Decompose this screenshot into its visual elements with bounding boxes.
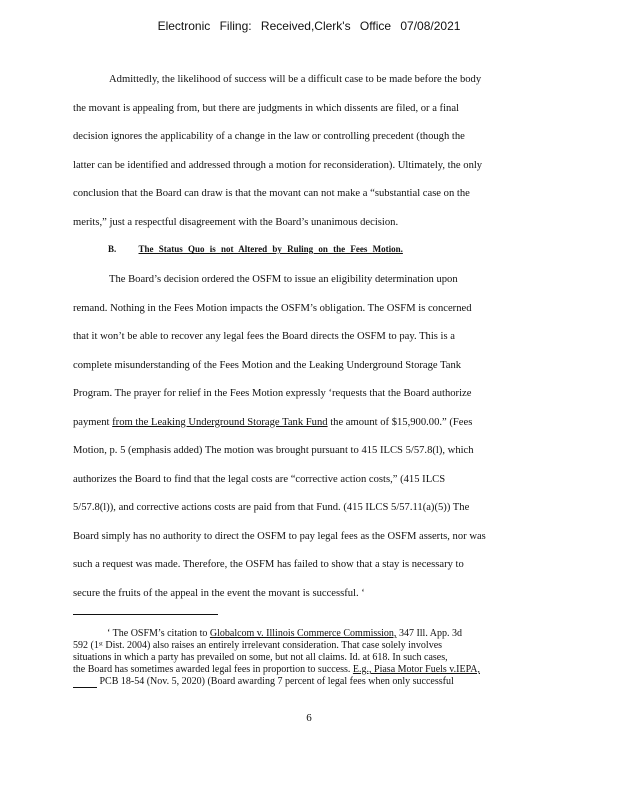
paragraph-admittedly <box>73 66 545 237</box>
text-line: Program. The prayer for relief in the Fees Motion expressly ‘requests that the Board authorize <box>73 388 472 399</box>
footnote-separator <box>73 614 218 615</box>
footnote-line: 592 (1ˢᵗ Dist. 2004) also raises an entirely irrelevant consideration. That case solely involves <box>73 640 443 651</box>
text-line: the movant is appealing from, but there are judgments in which dissents are filed, or a final <box>73 102 459 114</box>
text-fragment: PCB 18-54 (Nov. 5, 2020) (Board awarding 7 percent of legal fees when only successful <box>99 676 454 687</box>
text-line: Board simply has no authority to direct the OSFM to pay legal fees as the OSFM asserts, nor was <box>73 530 486 542</box>
text-line: secure the fruits of the appeal in the event the movant is successful. ‘ <box>73 587 365 599</box>
text-fragment: the Board has sometimes awarded legal fees in proportion to success. <box>73 664 353 675</box>
page-number: 6 <box>306 712 312 724</box>
footnote-line <box>73 664 545 676</box>
footnote-line <box>73 676 545 688</box>
text-line: complete misunderstanding of the Fees Motion and the Leaking Underground Storage Tank <box>73 359 462 371</box>
text-fragment: payment <box>73 416 113 428</box>
text-line: merits,” just a respectful disagreement with the Board’s unanimous decision. <box>73 216 399 228</box>
text-line: latter can be identified and addressed through a motion for reconsideration). Ultimately, the only <box>73 159 483 171</box>
text-fragment: the amount of $15,900.00.” (Fees <box>327 416 473 428</box>
text-fragment: ‘ The OSFM’s citation to <box>107 628 210 639</box>
text-line: decision ignores the applicability of a change in the law or controlling precedent (though the <box>73 131 465 142</box>
underlined-fund-name: from the Leaking Underground Storage Tank Fund <box>112 416 328 428</box>
text-line: Motion, p. 5 (emphasis added) The motion was brought pursuant to 415 ILCS 5/57.8(l), which <box>73 445 474 456</box>
text-line: such a request was made. Therefore, the OSFM has failed to show that a stay is necessary to <box>73 559 464 570</box>
text-line <box>73 409 545 438</box>
blank-underline <box>73 678 97 688</box>
section-title: The Status Quo is not Altered by Ruling on the Fees Motion. <box>138 244 403 254</box>
text-line: Admittedly, the likelihood of success will be a difficult case to be made before the body <box>109 74 482 85</box>
paragraph-board-decision <box>73 266 545 608</box>
section-heading <box>108 244 403 254</box>
text-line: that it won’t be able to recover any legal fees the Board directs the OSFM to pay. This is a <box>73 331 455 342</box>
footnote <box>73 628 545 688</box>
case-citation: E.g., Piasa Motor Fuels v.IEPA, <box>352 664 480 675</box>
footnote-line: situations in which a party has prevailed on some, but not all claims. Id. at 618. In such cases, <box>73 652 448 663</box>
text-line: remand. Nothing in the Fees Motion impacts the OSFM’s obligation. The OSFM is concerned <box>73 302 472 314</box>
filing-header: Electronic Filing: Received,Clerk's Office 07/08/2021 <box>157 19 461 33</box>
section-label: B. <box>108 244 117 254</box>
text-line: The Board’s decision ordered the OSFM to issue an eligibility determination upon <box>109 274 458 285</box>
footnote-line <box>73 628 545 640</box>
text-line: conclusion that the Board can draw is that the movant can not make a “substantial case on the <box>73 188 470 199</box>
case-citation: Globalcom v. Illinois Commerce Commission, <box>209 628 397 639</box>
text-fragment: 347 Ill. App. 3d <box>396 628 462 639</box>
text-line: 5/57.8(l)), and corrective actions costs are paid from that Fund. (415 ILCS 5/57.11(a)(5)) The <box>73 502 470 513</box>
text-line: authorizes the Board to find that the legal costs are “corrective action costs,” (415 ILCS <box>73 473 446 485</box>
